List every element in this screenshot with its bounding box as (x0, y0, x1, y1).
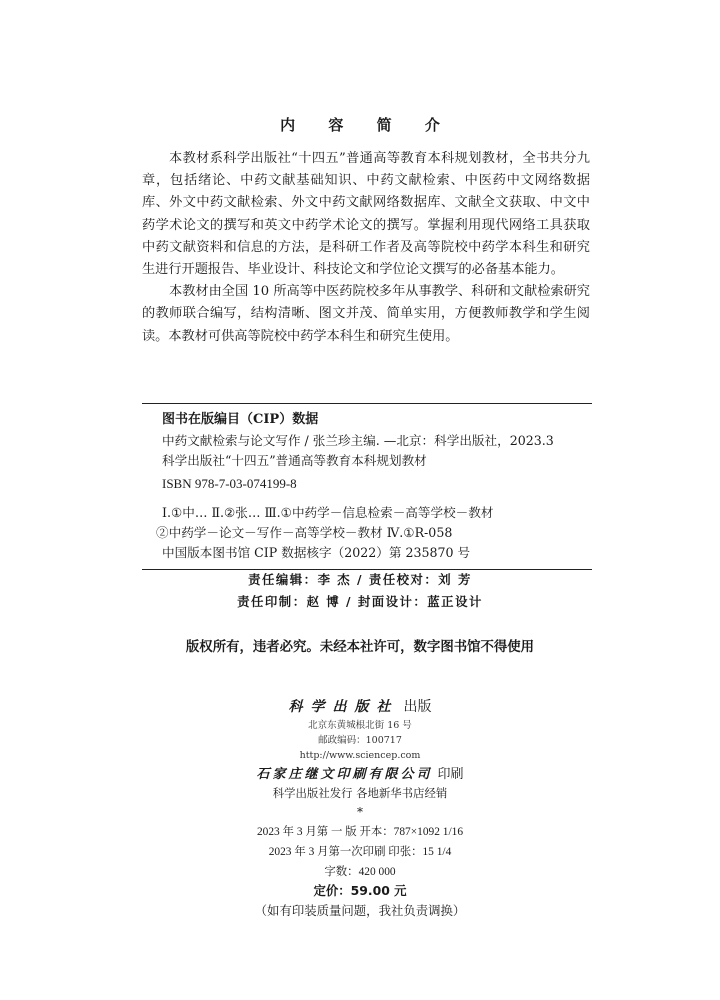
price: 定价：59.00 元 (313, 883, 407, 898)
publisher-suffix: 出版 (403, 699, 432, 715)
returns-note: （如有印装质量问题，我社负责调换） (254, 903, 466, 918)
cip-line-series: 科学出版社“十四五”普通高等教育本科规划教材 (162, 453, 427, 468)
printer-name: 石家庄继文印刷有限公司 (256, 767, 433, 782)
publisher-postcode: 邮政编码：100717 (318, 735, 402, 746)
intro-paragraph-2: 本教材由全国 10 所高等中医药院校多年从事教学、科研和文献检索研究的教师联合编写，结构清晰、图文并茂、简单实用，方便教师教学和学生阅读。本教材可供高等院校中药学本科生和研究生使用。 (142, 284, 590, 344)
edition-line: 2023 年 3 月第 一 版 开本：787×1092 1/16 (256, 826, 464, 838)
cip-line-title: 中药文献检索与论文写作 / 张兰珍主编. —北京：科学出版社，2023.3 (162, 433, 554, 448)
publisher-name: 科学出版社 (288, 699, 399, 715)
copyright-notice: 版权所有，违者必究。未经本社许可，数字图书馆不得使用 (185, 640, 535, 655)
cip-line-record-number: 中国版本图书馆 CIP 数据核字（2022）第 235870 号 (162, 545, 471, 560)
cip-data-box (142, 403, 592, 570)
editors-line-1: 责任编辑：李 杰 / 责任校对：刘 芳 (248, 572, 472, 587)
separator-star: * (357, 805, 363, 819)
printer-suffix: 印刷 (437, 767, 464, 782)
distribution-line: 科学出版社发行 各地新华书店经销 (272, 786, 448, 800)
intro-paragraph-1: 本教材系科学出版社“十四五”普通高等教育本科规划教材，全书共分九章，包括绪论、中药文献基础知识、中药文献检索、中医药中文网络数据库、外文中药文献检索、外文中药文献网络数据库、文献全文获取、中文中药学术论文的撰写和英文中药学术论文的撰写。掌握利用现代网络工具获取中药文献资料和信息的方法，是科研工作者及高等院校中药学本科生和研究生进行开题报告、毕业设计、科技论文和学位论文撰写的必备基本能力。 (142, 151, 590, 278)
cip-heading: 图书在版编目（CIP）数据 (162, 412, 319, 427)
publisher-url: http://www.sciencep.com (299, 750, 421, 761)
cip-isbn: ISBN 978-7-03-074199-8 (162, 476, 297, 491)
intro-body (142, 148, 590, 348)
publisher-block (0, 696, 720, 919)
cip-line-classification-2: ②中药学－论文－写作－高等学校－教材 Ⅳ.①R-058 (156, 525, 453, 540)
intro-title: 内 容 简 介 (280, 116, 454, 134)
print-line: 2023 年 3 月第一次印刷 印张：15 1/4 (268, 846, 452, 858)
editors-line-2: 责任印制：赵 博 / 封面设计：蓝正设计 (237, 594, 483, 609)
publisher-address: 北京东黄城根北街 16 号 (308, 720, 412, 731)
cip-line-classification-1: Ⅰ.①中… Ⅱ.②张… Ⅲ.①中药学－信息检索－高等学校－教材 (162, 505, 494, 520)
word-count: 字数：420 000 (324, 866, 396, 878)
